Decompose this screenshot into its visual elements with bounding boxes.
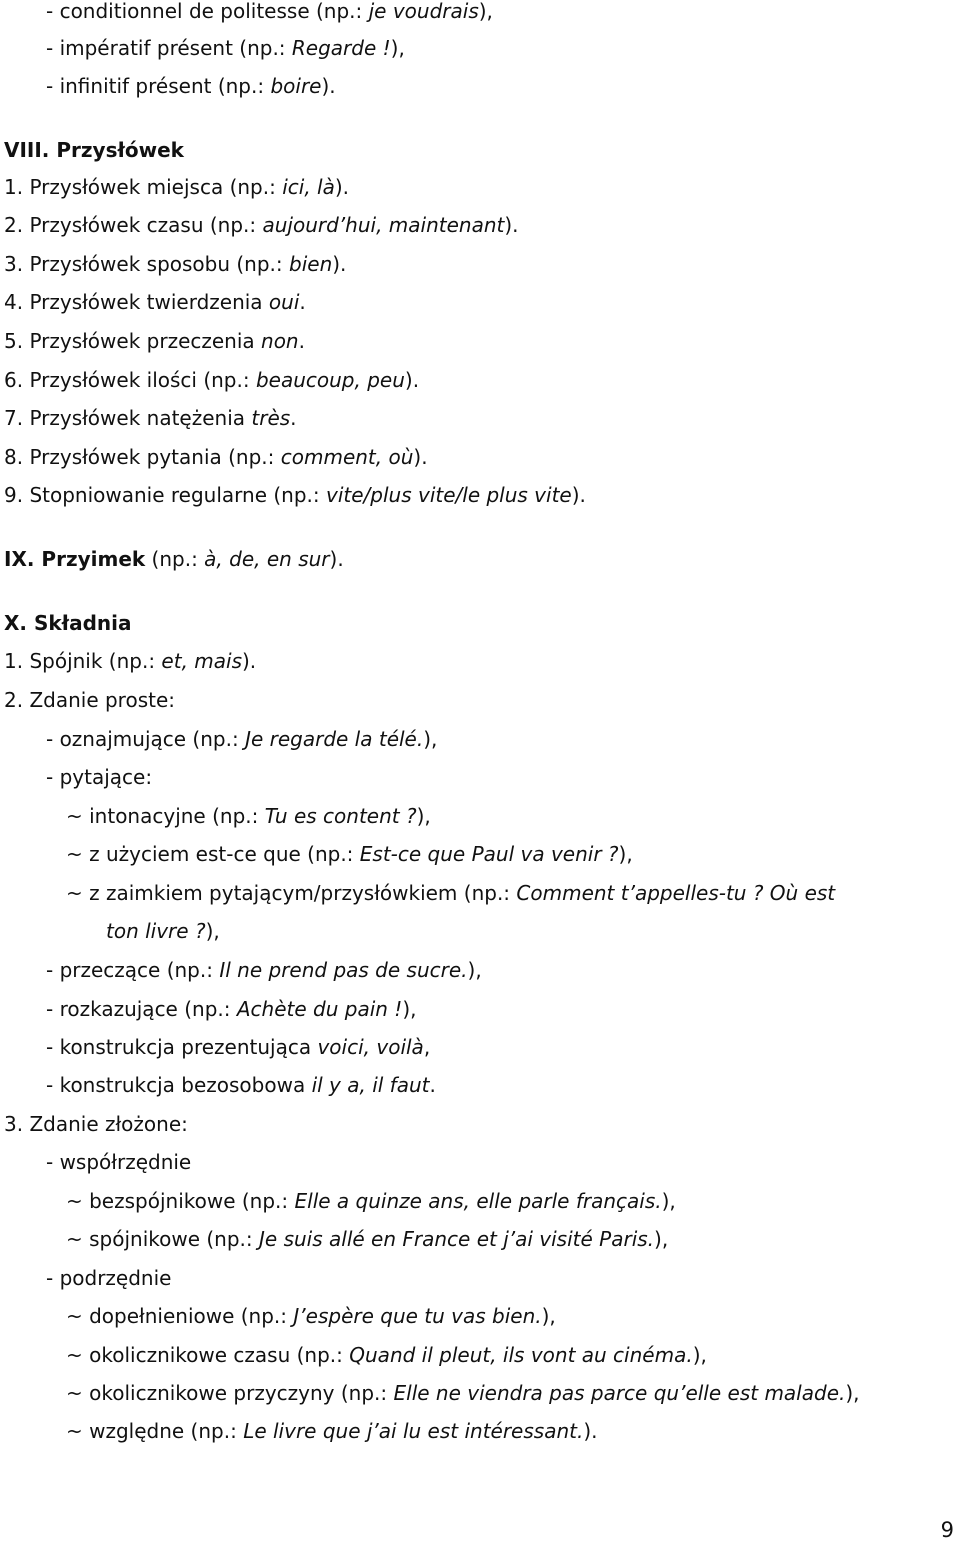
list-item-9: 9. Stopniowanie regularne (np.: vite/plus vite/le plus vite). <box>4 483 586 507</box>
line-imperatif: - impératif présent (np.: Regarde !), <box>46 36 405 60</box>
line-est-ce-que: ~ z użyciem est-ce que (np.: Est-ce que Paul va venir ?), <box>66 842 633 866</box>
section-heading-ix: IX. Przyimek (np.: à, de, en sur). <box>4 547 344 571</box>
list-item-6: 6. Przysłówek ilości (np.: beaucoup, peu). <box>4 368 420 392</box>
page-number: 9 <box>940 1518 954 1542</box>
line-podrzednie: - podrzędnie <box>46 1266 172 1290</box>
list-item-5: 5. Przysłówek przeczenia non. <box>4 329 305 353</box>
line-conditionnel: - conditionnel de politesse (np.: je voudrais), <box>46 0 493 23</box>
line-bezosobowa: - konstrukcja bezosobowa il y a, il faut. <box>46 1073 436 1097</box>
line-dopelnieniowe: ~ dopełnieniowe (np.: J’espère que tu vas bien.), <box>66 1304 556 1328</box>
line-wzgledne: ~ względne (np.: Le livre que j’ai lu est intéressant.). <box>66 1419 598 1443</box>
line-zaimek-pytajacy-cont: ton livre ?), <box>106 919 220 943</box>
list-item-4: 4. Przysłówek twierdzenia oui. <box>4 290 306 314</box>
line-bezspojnikowe: ~ bezspójnikowe (np.: Elle a quinze ans, elle parle français.), <box>66 1189 676 1213</box>
list-item-8: 8. Przysłówek pytania (np.: comment, où). <box>4 445 428 469</box>
line-zaimek-pytajacy: ~ z zaimkiem pytającym/przysłówkiem (np.: Comment t’appelles-tu ? Où est <box>66 881 836 905</box>
line-infinitif: - infinitif présent (np.: boire). <box>46 74 336 98</box>
line-prezentujaca: - konstrukcja prezentująca voici, voilà, <box>46 1035 431 1059</box>
list-item-zdanie-zlozone: 3. Zdanie złożone: <box>4 1112 188 1136</box>
list-item-7: 7. Przysłówek natężenia très. <box>4 406 297 430</box>
line-rozkazujace: - rozkazujące (np.: Achète du pain !), <box>46 997 417 1021</box>
line-spojnikowe: ~ spójnikowe (np.: Je suis allé en France et j’ai visité Paris.), <box>66 1227 669 1251</box>
list-item-spojnik: 1. Spójnik (np.: et, mais). <box>4 649 257 673</box>
section-heading-x: X. Składnia <box>4 611 132 635</box>
line-okolicznikowe-czasu: ~ okolicznikowe czasu (np.: Quand il pleut, ils vont au cinéma.), <box>66 1343 707 1367</box>
line-przeczace: - przeczące (np.: Il ne prend pas de sucre.), <box>46 958 482 982</box>
list-item-1: 1. Przysłówek miejsca (np.: ici, là). <box>4 175 350 199</box>
list-item-3: 3. Przysłówek sposobu (np.: bien). <box>4 252 347 276</box>
line-pytajace: - pytające: <box>46 765 153 789</box>
section-heading-viii: VIII. Przysłówek <box>4 138 184 162</box>
line-intonacyjne: ~ intonacyjne (np.: Tu es content ?), <box>66 804 431 828</box>
list-item-zdanie-proste: 2. Zdanie proste: <box>4 688 176 712</box>
list-item-2: 2. Przysłówek czasu (np.: aujourd’hui, maintenant). <box>4 213 519 237</box>
line-oznajmujace: - oznajmujące (np.: Je regarde la télé.), <box>46 727 438 751</box>
line-okolicznikowe-przyczyny: ~ okolicznikowe przyczyny (np.: Elle ne viendra pas parce qu’elle est malade.), <box>66 1381 860 1405</box>
line-wspolrzednie: - współrzędnie <box>46 1150 192 1174</box>
